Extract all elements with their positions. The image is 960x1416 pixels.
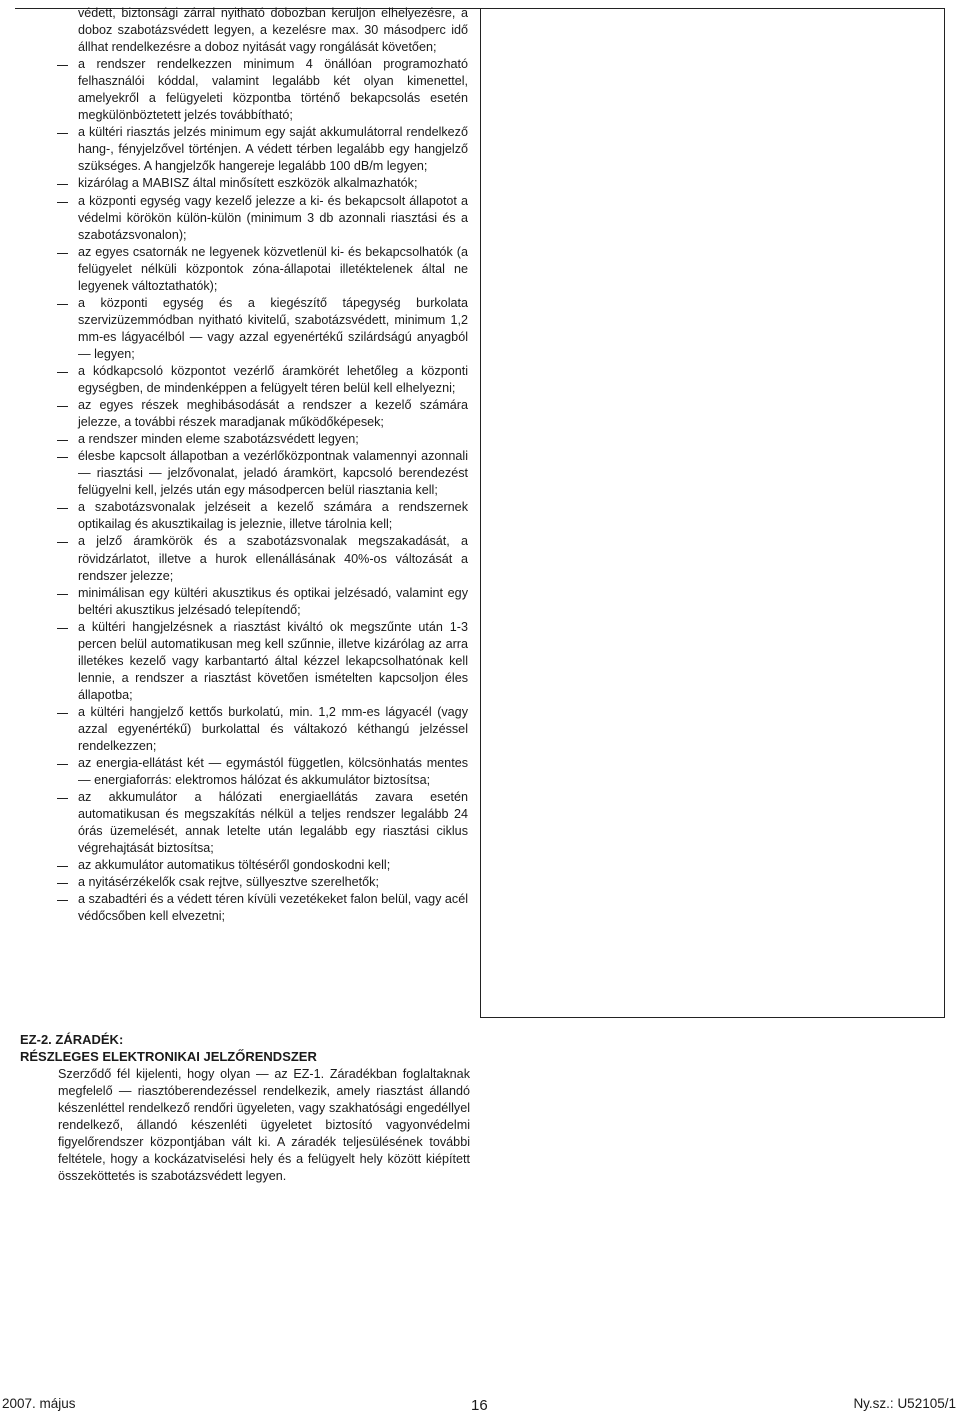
list-item-text: a kültéri hangjelzésnek a riasztást kiváltó ok megszűnte után 1-3 percen belül automatikusan meg kell szűnnie, illetve kizárólag az arra illetékes kezelő vagy karbantartó által kézzel lekapcsolhatónak kell lennie, a rendszer a riasztást követően ismételten kapcsoljon éles állapotba; <box>78 619 468 702</box>
list-item-text: az egyes csatornák ne legyenek közvetlenül ki- és bekapcsolhatók (a felügyelet nélküli központok zóna-állapotai illetéktelenek által ne legyenek változtathatók); <box>78 244 468 293</box>
list-item <box>57 56 468 124</box>
list-item-text: az akkumulátor automatikus töltéséről gondoskodni kell; <box>78 858 391 873</box>
clause-body: Szerződő fél kijelenti, hogy olyan — az EZ-1. Záradékban foglaltaknak megfelelő — riasztóberendezéssel rendelkezik, amely riasztást állandó készenléttel rendelkező rendőri ügyeleten, vagy szakhatósági engedéllyel rendelkező, állandó készenléti ügyeletet biztosító vagyonvédelmi figyelőrendszer központjában vált ki. A záradék teljesülésének további feltétele, hogy a kockázatviselési hely és a felügyelt hely között kiépített összeköttetés is szabotázsvédett legyen. <box>58 1067 470 1184</box>
list-item <box>57 448 468 499</box>
list-item <box>57 874 468 891</box>
list-item-text: a központi egység vagy kezelő jelezze a ki- és bekapcsolt állapotot a védelmi körökön külön-külön (minimum 3 db azonnali riasztási és a szabotázsvonalon); <box>78 193 468 242</box>
list-item-text: a kódkapcsoló központot vezérlő áramkörét lehetőleg a központi egységben, de mindenképpen a felügyelt téren belül kell elhelyezni; <box>78 363 468 396</box>
requirements-list <box>57 5 468 926</box>
list-item-text: élesbe kapcsolt állapotban a vezérlőközpontnak valamennyi azonnali — riasztási — jelzővonalat, jeladó áramkört, kapcsoló berendezést felügyelni kell, jelzés után egy másodpercen belül riasztania kell; <box>78 449 468 498</box>
page-number: 16 <box>471 1397 488 1414</box>
list-item-text: az energia-ellátást két — egymástól független, kölcsönhatás mentes — energiaforrás: elektromos hálózat és akkumulátor biztosítsa; <box>78 756 468 788</box>
clause-label: EZ-2. ZÁRADÉK: <box>20 1032 124 1047</box>
list-item-text: a szabadtéri és a védett téren kívüli vezetékeket falon belül, vagy acél védőcsőben kell elvezetni; <box>78 892 468 924</box>
list-item <box>57 499 468 533</box>
list-item <box>57 857 468 874</box>
right-column-frame <box>480 8 945 1018</box>
list-item <box>57 295 468 363</box>
list-item-text: a nyitásérzékelők csak rejtve, süllyesztve szerelhetők; <box>78 875 379 890</box>
list-item-text: a kültéri riasztás jelzés minimum egy saját akkumulátorral rendelkező hang-, fényjelzővel történjen. A védett térben legalább egy hangjelző szükséges. A hangjelzők hangereje legalább 100 dB/m legyen; <box>78 125 468 174</box>
list-item <box>57 704 468 755</box>
list-item <box>57 363 468 397</box>
list-item-text: az akkumulátor a hálózati energiaellátás zavara esetén automatikusan és megszakítás nélkül a teljes rendszer legalább 24 órás üzemelését, annak letelte után legalább egy riasztási ciklus végrehajtását biztosítsa; <box>78 790 468 856</box>
list-item <box>57 431 468 448</box>
list-item <box>57 193 468 244</box>
footer-date: 2007. május <box>2 1396 76 1411</box>
list-item <box>57 585 468 619</box>
list-item-text: az egyes részek meghibásodását a rendszer a kezelő számára jelezze, a további részek maradjanak működőképesek; <box>78 398 468 430</box>
list-item <box>57 533 468 584</box>
list-item <box>57 397 468 431</box>
list-item-intro: védett, biztonsági zárral nyitható dobozban kerüljön elhelyezésre, a doboz szabotázsvédett legyen, a kezelésre max. 30 másodperc idő állhat rendelkezésre a doboz nyitását vagy rongálását követően; <box>78 6 468 55</box>
list-item <box>57 755 468 789</box>
list-item-text: minimálisan egy kültéri akusztikus és optikai jelzésadó, valamint egy beltéri akusztikus jelzésadó telepítendő; <box>78 585 468 617</box>
list-item-text: a rendszer rendelkezzen minimum 4 önállóan programozható felhasználói kóddal, valamint legalább két olyan kimenettel, amelyekről a felügyeleti központba történő bekapcsolás esetén megkülönböztetett jelzés továbbítható; <box>78 57 468 123</box>
document-reference: Ny.sz.: U52105/1 <box>853 1396 956 1411</box>
list-item-text: a rendszer minden eleme szabotázsvédett legyen; <box>78 432 359 447</box>
list-item <box>57 124 468 175</box>
list-item <box>57 789 468 857</box>
list-item-text: kizárólag a MABISZ által minősített eszközök alkalmazhatók; <box>78 176 418 191</box>
list-item-text: a szabotázsvonalak jelzéseit a kezelő számára a rendszernek optikailag és akusztikailag is jeleznie, illetve tárolnia kell; <box>78 500 468 532</box>
list-item <box>57 619 468 704</box>
list-item <box>57 175 468 192</box>
list-item-text: a kültéri hangjelző kettős burkolatú, min. 1,2 mm-es lágyacél (vagy azzal egyenértékű) burkolattal és váltakozó kéthangú jelzéssel rendelkezzen; <box>78 704 468 754</box>
list-item-text: a központi egység és a kiegészítő tápegység burkolata szervizüzemmódban nyitható kivitelű, szabotázsvédett, minimum 1,2 mm-es lágyacélból — vagy azzal egyenértékű szilárdságú anyagból — legyen; <box>78 295 468 361</box>
list-item <box>57 244 468 295</box>
clause-section <box>20 1031 470 1185</box>
list-item <box>57 891 468 925</box>
list-item-text: a jelző áramkörök és a szabotázsvonalak megszakadását, a rövidzárlatot, illetve a hurok ellenállásának 40%-os változását a rendszer jelezze; <box>78 534 468 583</box>
clause-title: RÉSZLEGES ELEKTRONIKAI JELZŐRENDSZER <box>20 1049 317 1064</box>
